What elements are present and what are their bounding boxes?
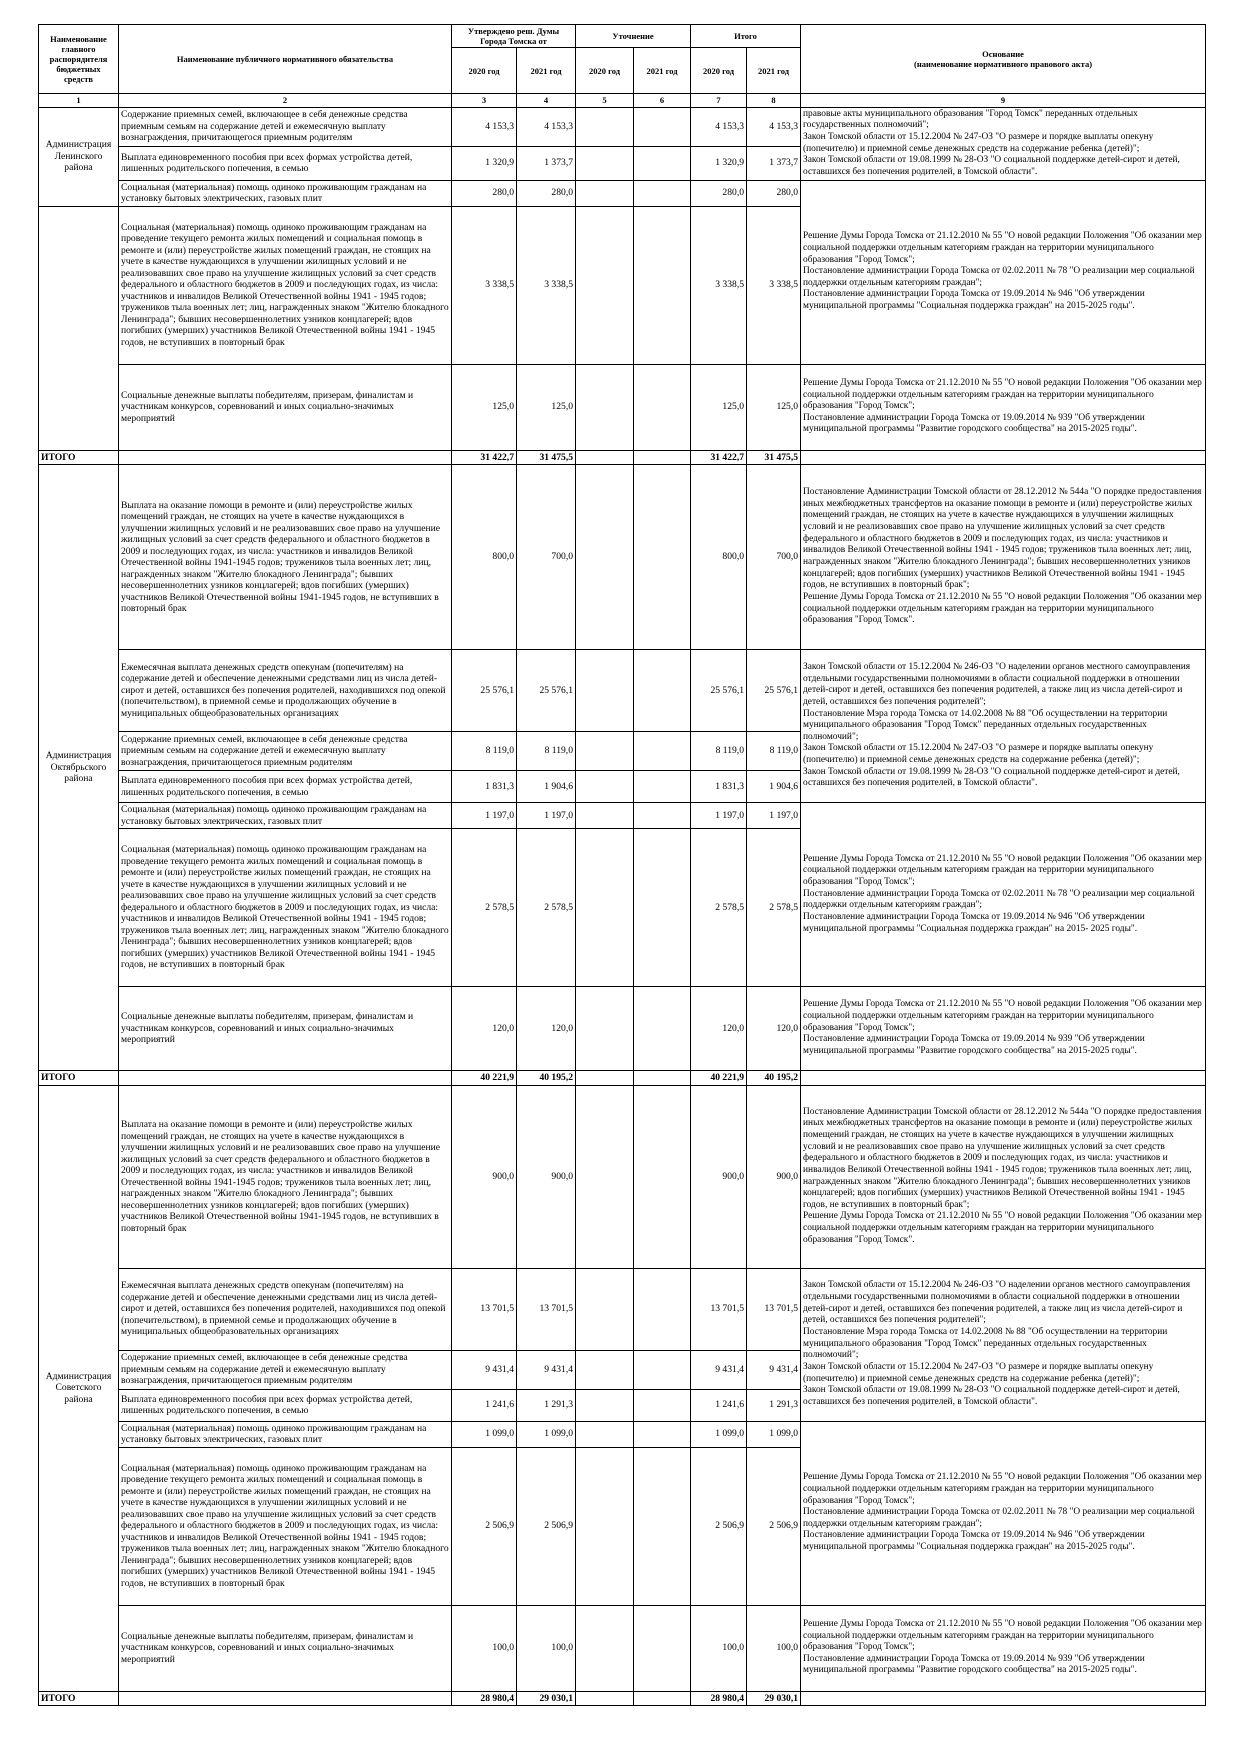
total-row bbox=[39, 1071, 1206, 1086]
value-cell: 280,0 bbox=[691, 180, 747, 206]
total-label: ИТОГО bbox=[39, 450, 119, 465]
obligation-name: Социальная (материальная) помощь одиноко проживающим гражданам на установку бытовых электрических, газовых плит bbox=[119, 1421, 452, 1447]
header-clarification: Уточнение bbox=[576, 25, 691, 48]
value-cell: 9 431,4 bbox=[691, 1350, 747, 1389]
basis-text: правовые акты муниципального образования "Город Томск" переданных отдельных государственных полномочий"; Закон Томской области от 15.12.2004 № 247-ОЗ "О размере и порядке выплаты опекуну (попечителю) и приемной семье денежных средств на содержание ребенка (детей)"; Закон Томской области от 19.08.1999 № 28-ОЗ "О социальной поддержке детей-сирот и детей, оставшихся без попечения родителей, в Томской области". bbox=[801, 107, 1206, 180]
value-cell bbox=[634, 650, 691, 732]
value-cell: 3 338,5 bbox=[747, 206, 801, 364]
total-value: 40 195,2 bbox=[747, 1071, 801, 1086]
obligation-name: Социальная (материальная) помощь одиноко проживающим гражданам на проведение текущего ремонта жилых помещений и социальная помощь в ремонте и (или) переустройстве жилых помещений граждан, не стоящих на учете в качестве нуждающихся в улучшении жилищных условий и не реализовавших свое право на улучшение жилищных условий за счет средств федерального и областного бюджетов в 2009 и последующих годах, из числа: участников и инвалидов Великой Отечественной войны 1941 - 1945 годов; тружеников тыла военных лет; лиц, награжденных знаком "Жителю блокадного Ленинграда"; бывших несовершеннолетних узников концлагерей; вдов погибших (умерших) участников Великой Отечественной войны 1941 - 1945 годов, не вступивших в повторный брак bbox=[119, 206, 452, 364]
value-cell: 1 904,6 bbox=[747, 771, 801, 803]
total-value bbox=[634, 450, 691, 465]
value-cell: 8 119,0 bbox=[747, 732, 801, 771]
value-cell: 1 241,6 bbox=[452, 1389, 517, 1421]
col-num: 1 bbox=[39, 94, 119, 107]
basis-text: Постановление Администрации Томской области от 28.12.2012 № 544а "О порядке предоставления иных межбюджетных трансфертов на оказание помощи в ремонте и (или) переустройстве жилых помещений граждан, не стоящих на учете в качестве нуждающихся в улучшении жилищных условий и не реализовавших свое право на улучшение жилищных условий за счет средств федерального и областного бюджетов в 2009 и последующих годах, из числа: участников и инвалидов Великой Отечественной войны 1941 - 1945 годов; тружеников тыла военных лет; лиц, награжденных знаком "Жителю блокадного Ленинграда"; бывших несовершеннолетних узников концлагерей; вдов погибших (умерших) участников Великой Отечественной войны 1941 - 1945 годов, не вступивших в повторный брак"; Решение Думы Города Томска от 21.12.2010 № 55 "О новой редакции Положения "Об оказании мер социальной поддержки отдельным категориям граждан на территории муниципального образования "Город Томск". bbox=[801, 1085, 1206, 1268]
value-cell bbox=[634, 987, 691, 1071]
total-row bbox=[39, 450, 1206, 465]
basis-text: Закон Томской области от 15.12.2004 № 246-ОЗ "О наделении органов местного самоуправления отдельными государственными полномочиями в области социальной поддержки в отношении детей-сирот и детей, оставшихся без попечения родителей, а также лиц из числа детей-сирот и детей, оставшихся без попечения родителей"; Постановление Мэра города Томска от 14.02.2008 № 88 "Об осуществлении на территории муниципального образования "Город Томск" переданных отдельных государственных полномочий"; Закон Томской области от 15.12.2004 № 247-ОЗ "О размере и порядке выплаты опекуну (попечителю) и приемной семье денежных средств на содержание ребенка (детей)"; Закон Томской области от 19.08.1999 № 28-ОЗ "О социальной поддержке детей-сирот и детей, оставшихся без попечения родителей, в Томской области". bbox=[801, 650, 1206, 803]
header-org: Наименование главного распорядителя бюджетных средств bbox=[39, 25, 119, 94]
header-obligation: Наименование публичного нормативного обязательства bbox=[119, 25, 452, 94]
col-num: 9 bbox=[801, 94, 1206, 107]
table-row bbox=[39, 1605, 1206, 1691]
obligation-name: Социальная (материальная) помощь одиноко проживающим гражданам на установку бытовых электрических, газовых плит bbox=[119, 803, 452, 829]
value-cell bbox=[576, 146, 634, 180]
value-cell: 9 431,4 bbox=[517, 1350, 576, 1389]
value-cell: 700,0 bbox=[747, 465, 801, 650]
value-cell: 900,0 bbox=[691, 1085, 747, 1268]
obligation-name: Содержание приемных семей, включающее в себя денежные средства приемным семьям на содержание детей и ежемесячную выплату вознаграждения, причитающегося приемным родителям bbox=[119, 107, 452, 146]
value-cell: 120,0 bbox=[747, 987, 801, 1071]
total-value bbox=[634, 1691, 691, 1706]
table-row bbox=[39, 1421, 1206, 1447]
value-cell bbox=[634, 146, 691, 180]
value-cell: 4 153,3 bbox=[452, 107, 517, 146]
total-value: 31 422,7 bbox=[691, 450, 747, 465]
value-cell bbox=[576, 1085, 634, 1268]
value-cell bbox=[576, 1389, 634, 1421]
value-cell: 900,0 bbox=[517, 1085, 576, 1268]
header-2020: 2020 год bbox=[691, 48, 747, 94]
value-cell: 13 701,5 bbox=[691, 1268, 747, 1350]
value-cell bbox=[576, 364, 634, 450]
value-cell: 100,0 bbox=[747, 1605, 801, 1691]
value-cell bbox=[576, 206, 634, 364]
total-label: ИТОГО bbox=[39, 1691, 119, 1706]
value-cell bbox=[634, 1389, 691, 1421]
value-cell: 25 576,1 bbox=[452, 650, 517, 732]
obligation-name: Ежемесячная выплата денежных средств опекунам (попечителям) на содержание детей и обеспечение денежными средствами лиц из числа детей-сирот и детей, оставшихся без попечения родителей, находившихся под опекой (попечительством), в приемной семье и продолжающих обучение в муниципальных общеобразовательных организациях bbox=[119, 1268, 452, 1350]
col-num: 6 bbox=[634, 94, 691, 107]
value-cell bbox=[576, 107, 634, 146]
obligation-name: Социальная (материальная) помощь одиноко проживающим гражданам на проведение текущего ремонта жилых помещений и социальная помощь в ремонте и (или) переустройстве жилых помещений граждан, не стоящих на учете в качестве нуждающихся в улучшении жилищных условий и не реализовавших свое право на улучшение жилищных условий за счет средств федерального и областного бюджетов в 2009 и последующих годах, из числа: участников и инвалидов Великой Отечественной войны 1941 - 1945 годов; тружеников тыла военных лет; лиц, награжденных знаком "Жителю блокадного Ленинграда"; бывших несовершеннолетних узников концлагерей; вдов погибших (умерших) участников Великой Отечественной войны 1941 - 1945 годов, не вступивших в повторный брак bbox=[119, 1447, 452, 1605]
value-cell: 2 506,9 bbox=[452, 1447, 517, 1605]
obligation-name: Содержание приемных семей, включающее в себя денежные средства приемным семьям на содержание детей и ежемесячную выплату вознаграждения, причитающегося приемным родителям bbox=[119, 732, 452, 771]
value-cell: 1 291,3 bbox=[517, 1389, 576, 1421]
value-cell bbox=[634, 732, 691, 771]
value-cell: 1 320,9 bbox=[452, 146, 517, 180]
total-value: 40 221,9 bbox=[452, 1071, 517, 1086]
obligation-name: Выплата единовременного пособия при всех формах устройства детей, лишенных родительского попечения, в семью bbox=[119, 146, 452, 180]
value-cell: 900,0 bbox=[452, 1085, 517, 1268]
value-cell: 3 338,5 bbox=[517, 206, 576, 364]
value-cell: 1 291,3 bbox=[747, 1389, 801, 1421]
value-cell: 1 320,9 bbox=[691, 146, 747, 180]
value-cell: 1 099,0 bbox=[452, 1421, 517, 1447]
value-cell bbox=[634, 803, 691, 829]
total-value: 40 195,2 bbox=[517, 1071, 576, 1086]
value-cell bbox=[634, 465, 691, 650]
value-cell bbox=[634, 180, 691, 206]
value-cell: 1 197,0 bbox=[452, 803, 517, 829]
budget-table-page bbox=[38, 24, 1205, 1706]
value-cell bbox=[576, 803, 634, 829]
obligation-name: Социальные денежные выплаты победителям, призерам, финалистам и участникам конкурсов, соревнований и иных социально-значимых мероприятий bbox=[119, 364, 452, 450]
obligation-name: Социальные денежные выплаты победителям, призерам, финалистам и участникам конкурсов, соревнований и иных социально-значимых мероприятий bbox=[119, 1605, 452, 1691]
value-cell: 13 701,5 bbox=[517, 1268, 576, 1350]
value-cell: 3 338,5 bbox=[452, 206, 517, 364]
value-cell: 800,0 bbox=[691, 465, 747, 650]
total-value: 29 030,1 bbox=[747, 1691, 801, 1706]
header-2020: 2020 год bbox=[452, 48, 517, 94]
col-num: 4 bbox=[517, 94, 576, 107]
value-cell: 8 119,0 bbox=[452, 732, 517, 771]
value-cell bbox=[576, 1268, 634, 1350]
total-value: 28 980,4 bbox=[452, 1691, 517, 1706]
value-cell: 700,0 bbox=[517, 465, 576, 650]
basis-text: Решение Думы Города Томска от 21.12.2010 № 55 "О новой редакции Положения "Об оказании мер социальной поддержки отдельным категориям граждан на территории муниципального образования "Город Томск"; Постановление администрации Города Томска от 19.09.2014 № 939 "Об утверждении муниципальной программы "Развитие городского сообщества" на 2015-2025 годы". bbox=[801, 1605, 1206, 1691]
col-num: 5 bbox=[576, 94, 634, 107]
value-cell: 2 578,5 bbox=[691, 829, 747, 987]
obligation-name: Выплата на оказание помощи в ремонте и (или) переустройстве жилых помещений граждан, не стоящих на учете в качестве нуждающихся в улучшении жилищных условий и не реализовавших свое право на улучшение жилищных условий за счет средств федерального и областного бюджетов в 2009 и последующих годах, из числа: участников и инвалидов Великой Отечественной войны 1941-1945 годов; тружеников тыла военных лет; лиц, награжденных знаком "Жителю блокадного Ленинграда"; бывших несовершеннолетних узников концлагерей; вдов погибших (умерших) участников Великой Отечественной войны 1941-1945 годов, не вступивших в повторный брак bbox=[119, 1085, 452, 1268]
total-value: 31 475,5 bbox=[517, 450, 576, 465]
value-cell: 25 576,1 bbox=[517, 650, 576, 732]
table-row bbox=[39, 987, 1206, 1071]
value-cell: 120,0 bbox=[452, 987, 517, 1071]
value-cell: 125,0 bbox=[517, 364, 576, 450]
basis-text: Постановление Администрации Томской области от 28.12.2012 № 544а "О порядке предоставления иных межбюджетных трансфертов на оказание помощи в ремонте и (или) переустройстве жилых помещений граждан, не стоящих на учете в качестве нуждающихся в улучшении жилищных условий и не реализовавших свое право на улучшение жилищных условий за счет средств федерального и областного бюджетов в 2009 и последующих годах, из числа: участников и инвалидов Великой Отечественной войны 1941 - 1945 годов; тружеников тыла военных лет; лиц, награжденных знаком "Жителю блокадного Ленинграда"; бывших несовершеннолетних узников концлагерей; вдов погибших (умерших) участников Великой Отечественной войны 1941 - 1945 годов, не вступивших в повторный брак"; Решение Думы Города Томска от 21.12.2010 № 55 "О новой редакции Положения "Об оказании мер социальной поддержки отдельным категориям граждан на территории муниципального образования "Город Томск". bbox=[801, 465, 1206, 650]
value-cell: 1 099,0 bbox=[691, 1421, 747, 1447]
value-cell: 1 099,0 bbox=[747, 1421, 801, 1447]
value-cell: 125,0 bbox=[452, 364, 517, 450]
value-cell: 2 578,5 bbox=[747, 829, 801, 987]
value-cell bbox=[576, 1350, 634, 1389]
col-num: 2 bbox=[119, 94, 452, 107]
value-cell: 2 506,9 bbox=[747, 1447, 801, 1605]
org-name: Администрация Советского района bbox=[39, 1085, 119, 1691]
header-basis: Основание (наименование нормативного правового акта) bbox=[801, 25, 1206, 94]
value-cell: 8 119,0 bbox=[517, 732, 576, 771]
value-cell bbox=[634, 107, 691, 146]
value-cell: 9 431,4 bbox=[452, 1350, 517, 1389]
value-cell: 3 338,5 bbox=[691, 206, 747, 364]
value-cell: 100,0 bbox=[452, 1605, 517, 1691]
basis-text: Решение Думы Города Томска от 21.12.2010 № 55 "О новой редакции Положения "Об оказании мер социальной поддержки отдельным категориям граждан на территории муниципального образования "Город Томск"; Постановление администрации Города Томска от 19.09.2014 № 939 "Об утверждении муниципальной программы "Развитие городского сообщества" на 2015-2025 годы". bbox=[801, 987, 1206, 1071]
value-cell: 13 701,5 bbox=[747, 1268, 801, 1350]
value-cell: 280,0 bbox=[747, 180, 801, 206]
value-cell bbox=[576, 465, 634, 650]
value-cell: 100,0 bbox=[517, 1605, 576, 1691]
org-name: Администрация Ленинского района bbox=[39, 107, 119, 206]
obligation-name: Ежемесячная выплата денежных средств опекунам (попечителям) на содержание детей и обеспечение денежными средствами лиц из числа детей-сирот и детей, оставшихся без попечения родителей, находившихся под опекой (попечительством), в приемной семье и продолжающих обучение в муниципальных общеобразовательных организациях bbox=[119, 650, 452, 732]
obligation-name: Социальная (материальная) помощь одиноко проживающим гражданам на проведение текущего ремонта жилых помещений и социальная помощь в ремонте и (или) переустройстве жилых помещений граждан, не стоящих на учете в качестве нуждающихся в улучшении жилищных условий и не реализовавших свое право на улучшение жилищных условий за счет средств федерального и областного бюджетов в 2009 и последующих годах, из числа: участников и инвалидов Великой Отечественной войны 1941 - 1945 годов; тружеников тыла военных лет; лиц, награжденных знаком "Жителю блокадного Ленинграда"; бывших несовершеннолетних узников концлагерей; вдов погибших (умерших) участников Великой Отечественной войны 1941 - 1945 годов, не вступивших в повторный брак bbox=[119, 829, 452, 987]
value-cell: 4 153,3 bbox=[517, 107, 576, 146]
value-cell: 1 373,7 bbox=[747, 146, 801, 180]
value-cell: 120,0 bbox=[517, 987, 576, 1071]
value-cell bbox=[634, 829, 691, 987]
value-cell: 4 153,3 bbox=[691, 107, 747, 146]
value-cell: 900,0 bbox=[747, 1085, 801, 1268]
value-cell: 1 241,6 bbox=[691, 1389, 747, 1421]
total-value: 29 030,1 bbox=[517, 1691, 576, 1706]
org-name: Администрация Октябрьского района bbox=[39, 465, 119, 1071]
header-2021: 2021 год bbox=[634, 48, 691, 94]
total-value: 31 422,7 bbox=[452, 450, 517, 465]
value-cell: 1 099,0 bbox=[517, 1421, 576, 1447]
table-row bbox=[39, 1268, 1206, 1350]
value-cell: 25 576,1 bbox=[747, 650, 801, 732]
table-row bbox=[39, 107, 1206, 146]
total-value: 28 980,4 bbox=[691, 1691, 747, 1706]
total-value bbox=[576, 1691, 634, 1706]
value-cell: 1 904,6 bbox=[517, 771, 576, 803]
value-cell: 100,0 bbox=[691, 1605, 747, 1691]
total-row bbox=[39, 1691, 1206, 1706]
obligation-name: Социальные денежные выплаты победителям, призерам, финалистам и участникам конкурсов, соревнований и иных социально-значимых мероприятий bbox=[119, 987, 452, 1071]
value-cell: 1 197,0 bbox=[747, 803, 801, 829]
value-cell bbox=[576, 1447, 634, 1605]
org-cell-empty bbox=[39, 206, 119, 450]
table-row bbox=[39, 364, 1206, 450]
total-label: ИТОГО bbox=[39, 1071, 119, 1086]
value-cell bbox=[634, 1350, 691, 1389]
basis-text: Решение Думы Города Томска от 21.12.2010 № 55 "О новой редакции Положения "Об оказании мер социальной поддержки отдельным категориям граждан на территории муниципального образования "Город Томск"; Постановление администрации Города Томска от 02.02.2011 № 78 "О реализации мер социальной поддержки отдельным категориям граждан"; Постановление администрации Города Томска от 19.09.2014 № 946 "Об утверждении муниципальной программы "Социальная поддержка граждан" на 2015- 2025 годы". bbox=[801, 803, 1206, 987]
col-num: 7 bbox=[691, 94, 747, 107]
value-cell bbox=[634, 206, 691, 364]
value-cell: 9 431,4 bbox=[747, 1350, 801, 1389]
value-cell bbox=[576, 1421, 634, 1447]
value-cell: 2 578,5 bbox=[517, 829, 576, 987]
value-cell bbox=[576, 771, 634, 803]
total-value: 40 221,9 bbox=[691, 1071, 747, 1086]
header-2020: 2020 год bbox=[576, 48, 634, 94]
table-row bbox=[39, 1085, 1206, 1268]
header-2021: 2021 год bbox=[517, 48, 576, 94]
value-cell: 2 506,9 bbox=[517, 1447, 576, 1605]
value-cell: 2 506,9 bbox=[691, 1447, 747, 1605]
basis-text: Закон Томской области от 15.12.2004 № 246-ОЗ "О наделении органов местного самоуправления отдельными государственными полномочиями в области социальной поддержки в отношении детей-сирот и детей, оставшихся без попечения родителей, а также лиц из числа детей-сирот и детей, оставшихся без попечения родителей"; Постановление Мэра города Томска от 14.02.2008 № 88 "Об осуществлении на территории муниципального образования "Город Томск" переданных отдельных государственных полномочий"; Закон Томской области от 15.12.2004 № 247-ОЗ "О размере и порядке выплаты опекуну (попечителю) и приемной семье денежных средств на содержание ребенка (детей)"; Закон Томской области от 19.08.1999 № 28-ОЗ "О социальной поддержке детей-сирот и детей, оставшихся без попечения родителей, в Томской области". bbox=[801, 1268, 1206, 1421]
obligation-name: Содержание приемных семей, включающее в себя денежные средства приемным семьям на содержание детей и ежемесячную выплату вознаграждения, причитающегося приемным родителям bbox=[119, 1350, 452, 1389]
value-cell bbox=[576, 650, 634, 732]
value-cell: 1 831,3 bbox=[691, 771, 747, 803]
obligation-name: Выплата единовременного пособия при всех формах устройства детей, лишенных родительского попечения, в семью bbox=[119, 1389, 452, 1421]
value-cell: 8 119,0 bbox=[691, 732, 747, 771]
value-cell: 120,0 bbox=[691, 987, 747, 1071]
obligation-name: Выплата единовременного пособия при всех формах устройства детей, лишенных родительского попечения, в семью bbox=[119, 771, 452, 803]
value-cell: 13 701,5 bbox=[452, 1268, 517, 1350]
value-cell bbox=[634, 1447, 691, 1605]
value-cell: 1 831,3 bbox=[452, 771, 517, 803]
table-row bbox=[39, 465, 1206, 650]
value-cell: 125,0 bbox=[691, 364, 747, 450]
value-cell: 1 373,7 bbox=[517, 146, 576, 180]
col-num: 3 bbox=[452, 94, 517, 107]
value-cell bbox=[576, 180, 634, 206]
total-value bbox=[634, 1071, 691, 1086]
column-numbers-row bbox=[39, 94, 1206, 107]
value-cell: 4 153,3 bbox=[747, 107, 801, 146]
value-cell: 280,0 bbox=[517, 180, 576, 206]
value-cell bbox=[634, 1605, 691, 1691]
value-cell: 1 197,0 bbox=[691, 803, 747, 829]
value-cell bbox=[634, 364, 691, 450]
obligation-name: Социальная (материальная) помощь одиноко проживающим гражданам на установку бытовых электрических, газовых плит bbox=[119, 180, 452, 206]
basis-text: Решение Думы Города Томска от 21.12.2010 № 55 "О новой редакции Положения "Об оказании мер социальной поддержки отдельным категориям граждан на территории муниципального образования "Город Томск"; Постановление администрации Города Томска от 02.02.2011 № 78 "О реализации мер социальной поддержки отдельным категориям граждан"; Постановление администрации Города Томска от 19.09.2014 № 946 "Об утверждении муниципальной программы "Социальная поддержка граждан" на 2015-2025 годы". bbox=[801, 180, 1206, 364]
value-cell bbox=[634, 1268, 691, 1350]
basis-text: Решение Думы Города Томска от 21.12.2010 № 55 "О новой редакции Положения "Об оказании мер социальной поддержки отдельным категориям граждан на территории муниципального образования "Город Томск"; Постановление администрации Города Томска от 02.02.2011 № 78 "О реализации мер социальной поддержки отдельным категориям граждан"; Постановление администрации Города Томска от 19.09.2014 № 946 "Об утверждении муниципальной программы "Социальная поддержка граждан" на 2015-2025 годы". bbox=[801, 1421, 1206, 1605]
table-row bbox=[39, 650, 1206, 732]
value-cell: 800,0 bbox=[452, 465, 517, 650]
value-cell: 2 578,5 bbox=[452, 829, 517, 987]
value-cell bbox=[634, 771, 691, 803]
total-value bbox=[576, 450, 634, 465]
value-cell bbox=[576, 829, 634, 987]
value-cell: 25 576,1 bbox=[691, 650, 747, 732]
value-cell bbox=[576, 987, 634, 1071]
col-num: 8 bbox=[747, 94, 801, 107]
obligation-name: Выплата на оказание помощи в ремонте и (или) переустройстве жилых помещений граждан, не стоящих на учете в качестве нуждающихся в улучшении жилищных условий и не реализовавших свое право на улучшение жилищных условий за счет средств федерального и областного бюджетов в 2009 и последующих годах, из числа: участников и инвалидов Великой Отечественной войны 1941-1945 годов; тружеников тыла военных лет; лиц, награжденных знаком "Жителю блокадного Ленинграда"; бывших несовершеннолетних узников концлагерей; вдов погибших (умерших) участников Великой Отечественной войны 1941-1945 годов, не вступивших в повторный брак bbox=[119, 465, 452, 650]
value-cell bbox=[576, 732, 634, 771]
value-cell bbox=[634, 1085, 691, 1268]
table-row bbox=[39, 180, 1206, 206]
value-cell: 125,0 bbox=[747, 364, 801, 450]
header-total: Итого bbox=[691, 25, 801, 48]
total-value: 31 475,5 bbox=[747, 450, 801, 465]
basis-text: Решение Думы Города Томска от 21.12.2010 № 55 "О новой редакции Положения "Об оказании мер социальной поддержки отдельным категориям граждан на территории муниципального образования "Город Томск"; Постановление администрации Города Томска от 19.09.2014 № 939 "Об утверждении муниципальной программы "Развитие городского сообщества" на 2015-2025 годы". bbox=[801, 364, 1206, 450]
header-approved: Утверждено реш. Думы Города Томска от bbox=[452, 25, 576, 48]
value-cell: 280,0 bbox=[452, 180, 517, 206]
header-2021: 2021 год bbox=[747, 48, 801, 94]
value-cell: 1 197,0 bbox=[517, 803, 576, 829]
value-cell bbox=[576, 1605, 634, 1691]
total-value bbox=[576, 1071, 634, 1086]
obligations-table bbox=[38, 24, 1206, 1706]
value-cell bbox=[634, 1421, 691, 1447]
table-row bbox=[39, 803, 1206, 829]
